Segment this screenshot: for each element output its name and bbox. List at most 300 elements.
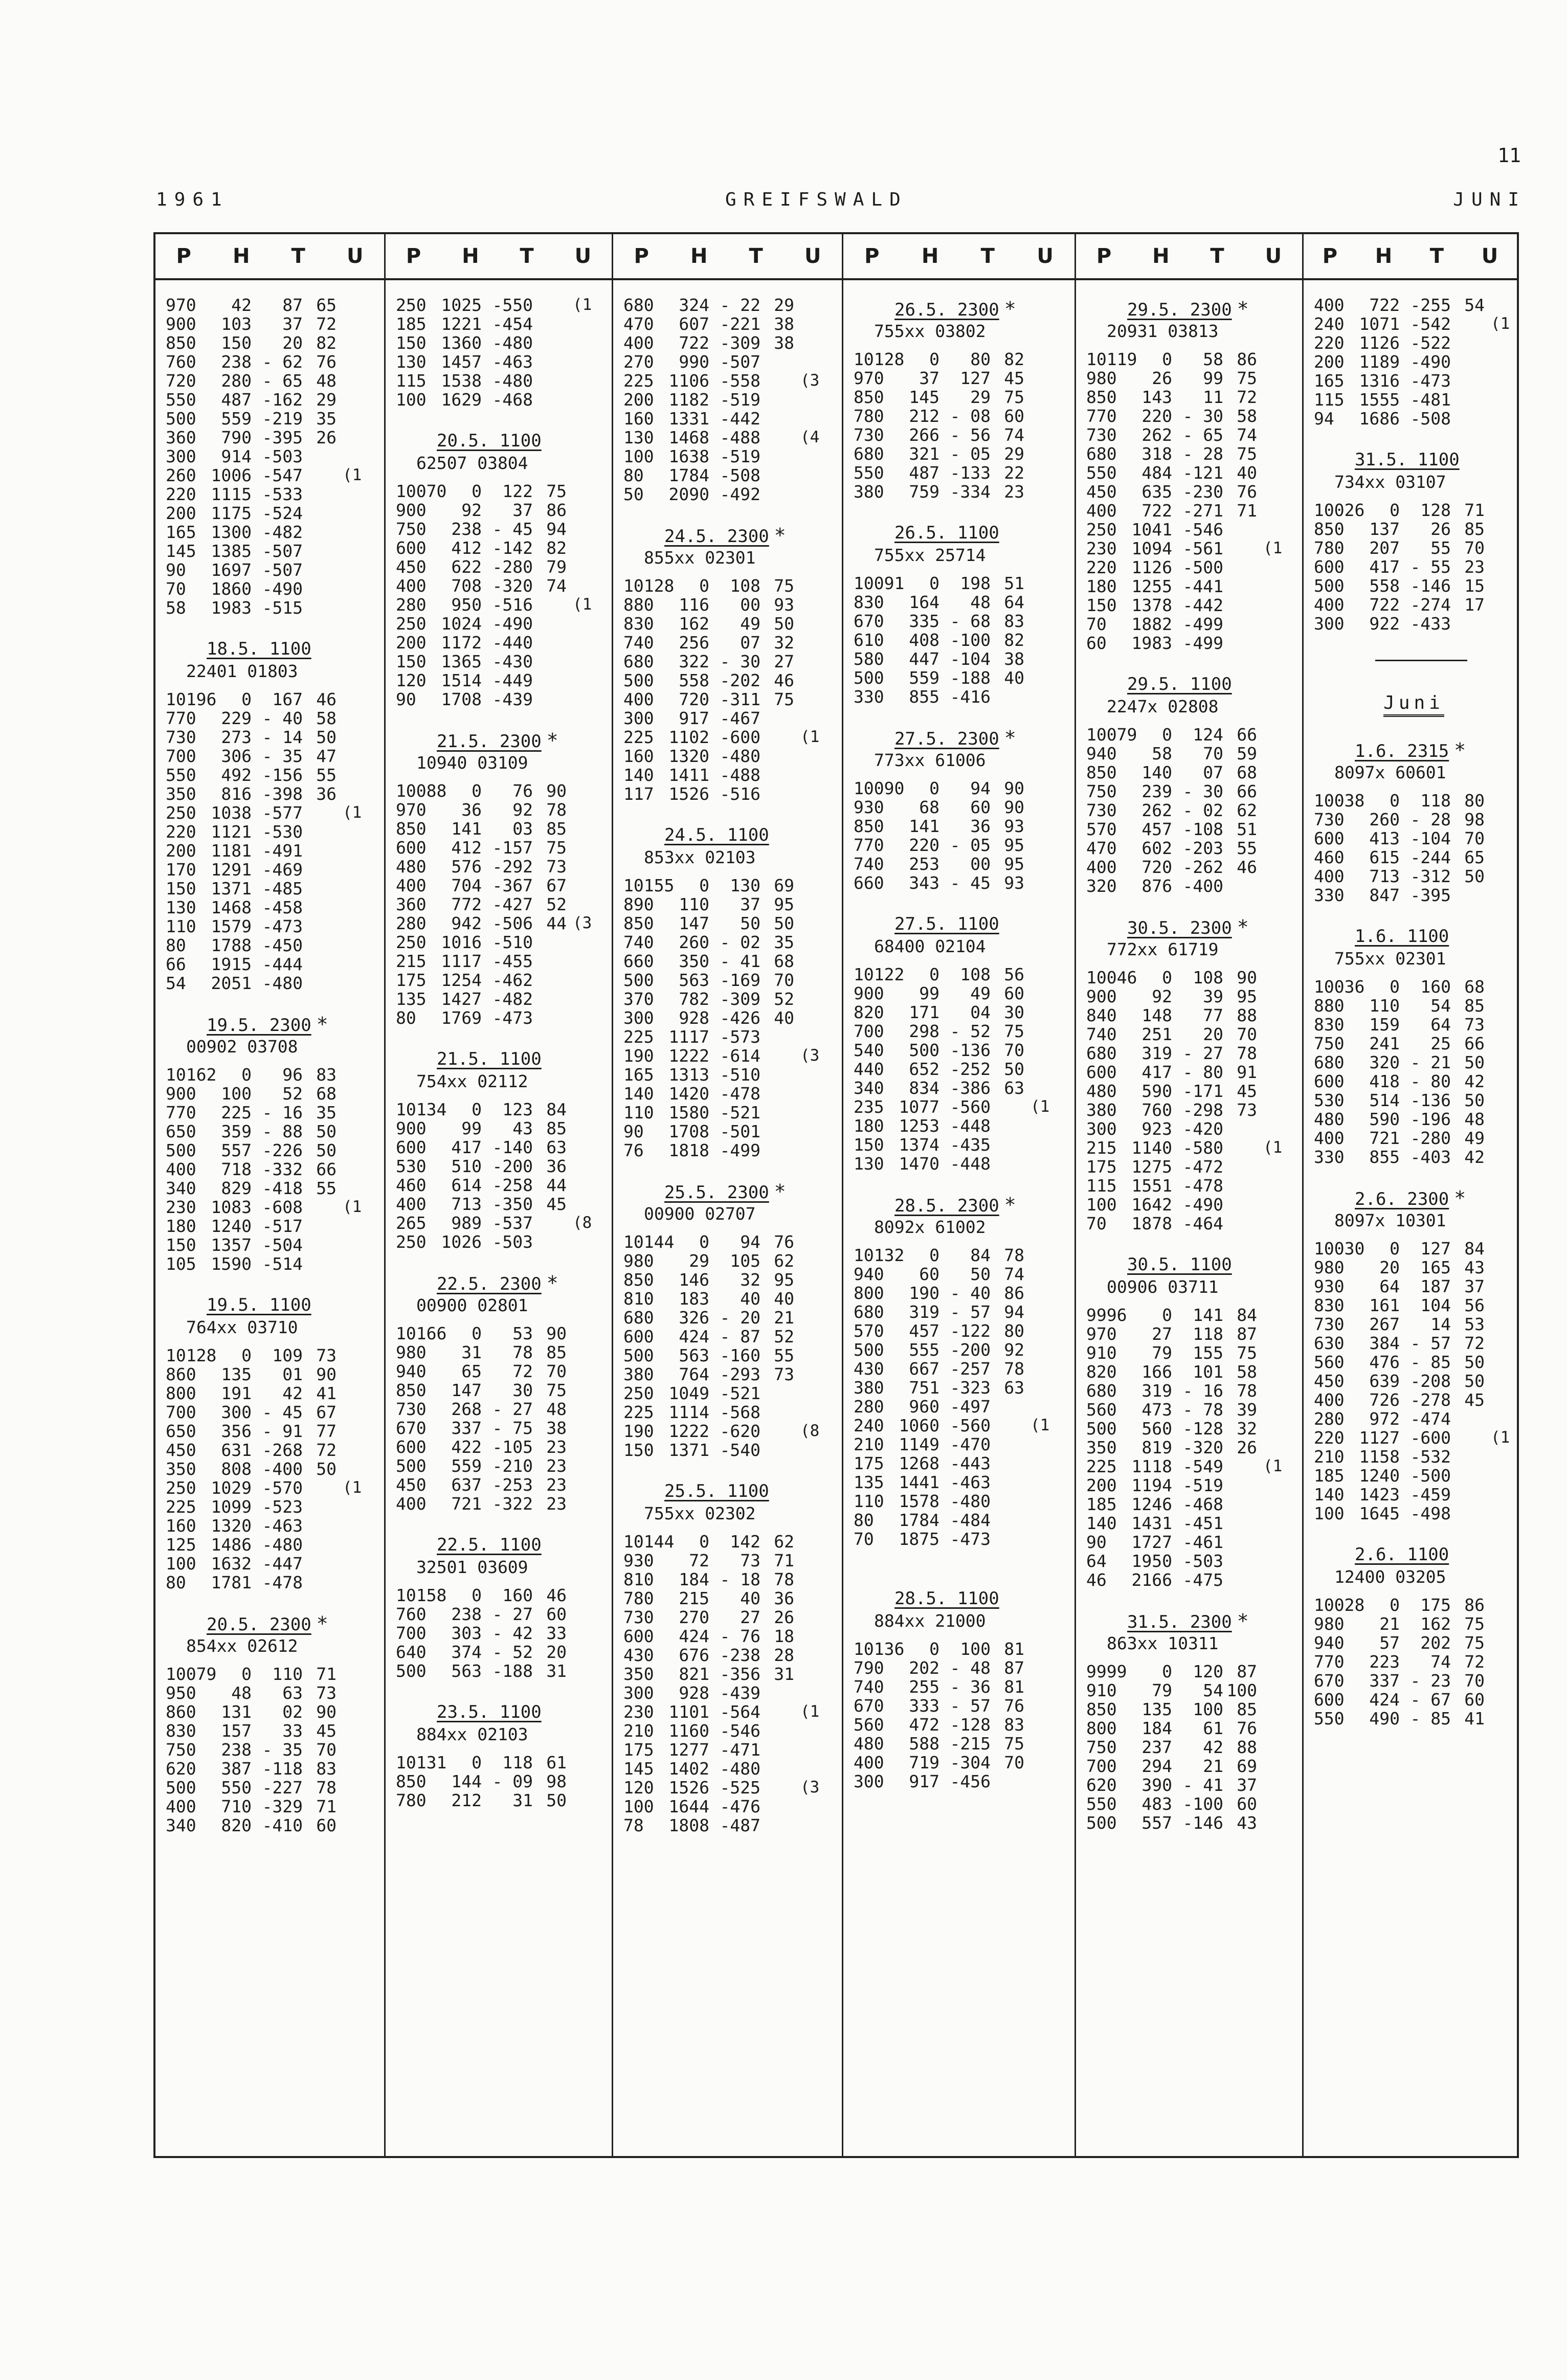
table-cell xyxy=(1257,1719,1286,1738)
table-cell: 0 xyxy=(472,781,482,801)
table-cell: 71 xyxy=(1237,501,1257,521)
table-cell: 76 xyxy=(1004,1696,1024,1716)
table-row xyxy=(1086,558,1299,577)
table-cell: 41 xyxy=(316,1383,337,1403)
table-cell: 65 xyxy=(316,295,337,315)
table-row xyxy=(1314,1614,1514,1633)
table-cell: -459 xyxy=(1410,1485,1451,1505)
table-cell: 37 xyxy=(512,500,533,520)
table-row xyxy=(166,1740,381,1759)
table-cell xyxy=(760,728,794,747)
table-cell: 740 xyxy=(854,854,884,874)
table-cell: -440 xyxy=(492,633,533,653)
table-cell xyxy=(1451,1485,1485,1504)
table-cell: 78 xyxy=(546,800,567,820)
table-cell xyxy=(567,1772,595,1791)
table-cell: 1642 xyxy=(1131,1195,1172,1215)
table-row xyxy=(623,371,839,390)
table-cell: 135 xyxy=(854,1472,884,1492)
table-cell: 10144 xyxy=(623,1532,675,1552)
table-cell: -517 xyxy=(262,1216,303,1236)
table-cell: 900 xyxy=(396,500,427,520)
table-cell xyxy=(337,1122,365,1141)
table-cell: -523 xyxy=(262,1497,303,1517)
table-cell: 184 xyxy=(679,1569,709,1589)
table-cell: 118 xyxy=(502,1753,533,1772)
table-cell: 115 xyxy=(1314,390,1345,410)
table-cell xyxy=(1257,1514,1286,1533)
table-cell xyxy=(1024,574,1053,593)
table-cell: -490 xyxy=(1182,1195,1223,1215)
table-cell: -522 xyxy=(1410,333,1451,353)
table-cell xyxy=(1024,836,1053,855)
table-cell xyxy=(1024,1511,1053,1530)
table-cell xyxy=(1024,1473,1053,1492)
table-cell xyxy=(1485,1485,1513,1504)
table-cell xyxy=(1257,1119,1286,1138)
table-cell xyxy=(1223,539,1257,558)
table-cell: 135 xyxy=(396,989,427,1009)
table-cell xyxy=(794,1816,823,1835)
table-cell xyxy=(567,614,595,633)
sounding-table xyxy=(153,232,1519,2158)
table-cell: 94 xyxy=(1004,1302,1024,1322)
table-cell: 48 xyxy=(970,592,991,612)
table-row xyxy=(854,1435,1071,1454)
table-cell: 150 xyxy=(396,333,427,353)
table-cell: -257 xyxy=(950,1359,991,1379)
table-cell: 510 xyxy=(451,1156,482,1176)
table-cell: -468 xyxy=(492,390,533,410)
table-cell xyxy=(794,1665,823,1683)
table-cell: 52 xyxy=(774,1327,794,1346)
table-cell xyxy=(567,1605,595,1624)
table-cell xyxy=(337,1816,365,1835)
table-cell xyxy=(1024,593,1053,612)
table-cell: 69 xyxy=(1237,1756,1257,1776)
table-row xyxy=(854,1677,1071,1696)
table-cell: 500 xyxy=(623,970,654,990)
spacer xyxy=(166,1592,381,1610)
table-cell: 713 xyxy=(451,1194,482,1214)
table-cell: 10128 xyxy=(166,1345,217,1365)
table-cell: - 48 xyxy=(950,1658,991,1678)
table-cell: 447 xyxy=(909,649,939,669)
table-cell: 77 xyxy=(316,1421,337,1441)
table-cell: 116 xyxy=(679,595,709,615)
table-cell: - 42 xyxy=(492,1623,533,1643)
table-row xyxy=(623,1027,839,1046)
table-cell: 500 xyxy=(166,1778,196,1798)
table-cell xyxy=(1485,1353,1513,1372)
table-cell xyxy=(567,371,595,390)
table-cell: 190 xyxy=(623,1046,654,1066)
table-cell: 37 xyxy=(919,368,939,388)
table-cell: 1875 xyxy=(899,1529,939,1549)
table-cell: 127 xyxy=(960,368,991,388)
table-cell xyxy=(1485,1652,1513,1671)
table-cell: -537 xyxy=(492,1213,533,1233)
table-cell xyxy=(794,576,823,595)
table-cell xyxy=(794,690,823,709)
table-cell: (8 xyxy=(800,1422,820,1440)
table-cell xyxy=(794,1365,823,1384)
table-row xyxy=(623,595,839,614)
spacer xyxy=(1314,428,1514,446)
table-cell: -427 xyxy=(492,894,533,914)
table-cell xyxy=(794,1646,823,1665)
table-cell: 0 xyxy=(1390,500,1400,520)
table-cell xyxy=(1257,1794,1286,1813)
table-cell: -274 xyxy=(1410,595,1451,615)
table-cell: 73 xyxy=(774,1364,794,1384)
table-row xyxy=(854,1511,1071,1530)
column-header-cell: P xyxy=(1096,244,1112,268)
table-cell: - 91 xyxy=(262,1421,303,1441)
table-cell xyxy=(337,841,365,860)
table-cell xyxy=(1257,1738,1286,1757)
table-cell: 600 xyxy=(1314,557,1345,577)
table-cell xyxy=(567,1100,595,1119)
table-cell: 166 xyxy=(1141,1362,1172,1382)
table-cell xyxy=(1257,1381,1286,1400)
table-cell: 256 xyxy=(679,633,709,653)
table-row xyxy=(166,747,381,766)
table-cell: 75 xyxy=(1004,1021,1024,1041)
station-code: 853xx 02103 xyxy=(644,847,756,867)
table-cell: 1578 xyxy=(899,1491,939,1511)
table-cell xyxy=(567,576,595,595)
table-cell xyxy=(303,822,337,841)
table-cell: 0 xyxy=(929,1639,939,1659)
table-cell: 75 xyxy=(774,689,794,709)
table-cell xyxy=(1223,1533,1257,1552)
table-cell: 72 xyxy=(316,1440,337,1460)
table-row xyxy=(166,428,381,447)
table-cell xyxy=(303,1236,337,1254)
table-cell: -104 xyxy=(950,649,991,669)
table-cell: 85 xyxy=(546,1118,567,1138)
table-cell: -441 xyxy=(1182,576,1223,596)
table-cell: (1 xyxy=(1263,539,1283,557)
table-cell: 15 xyxy=(1464,576,1485,596)
table-row xyxy=(166,1122,381,1141)
table-cell xyxy=(337,1217,365,1236)
table-row xyxy=(623,1759,839,1778)
table-cell: 600 xyxy=(396,1437,427,1457)
table-cell: 70 xyxy=(1004,1753,1024,1772)
table-cell xyxy=(337,974,365,993)
table-cell: 21 xyxy=(774,1308,794,1328)
station-code: 884xx 02103 xyxy=(416,1724,528,1744)
table-cell: 250 xyxy=(396,932,427,952)
sounding-title xyxy=(396,729,609,752)
table-cell: 1638 xyxy=(668,446,709,466)
table-cell: 10162 xyxy=(166,1065,217,1085)
table-cell xyxy=(303,1254,337,1273)
table-cell: -420 xyxy=(1182,1119,1223,1139)
table-cell xyxy=(337,1535,365,1554)
table-cell: 10079 xyxy=(1086,725,1137,745)
table-cell: 100 xyxy=(1226,1680,1257,1700)
table-cell xyxy=(1451,1428,1485,1447)
table-cell: 46 xyxy=(546,1585,567,1605)
table-cell xyxy=(1257,407,1286,425)
table-cell xyxy=(303,598,337,617)
table-cell: -455 xyxy=(492,951,533,971)
table-cell: (1 xyxy=(573,595,592,614)
table-cell: 100 xyxy=(396,390,427,410)
table-row xyxy=(854,1734,1071,1753)
column-header-cell: H xyxy=(462,244,479,268)
table-row xyxy=(854,855,1071,873)
table-row xyxy=(166,1460,381,1478)
table-cell: -499 xyxy=(720,1140,760,1160)
table-cell: -515 xyxy=(262,598,303,618)
table-cell: 71 xyxy=(316,1797,337,1816)
table-cell: 719 xyxy=(909,1753,939,1772)
table-row xyxy=(166,1759,381,1778)
table-cell: 33 xyxy=(546,1623,567,1643)
table-cell: 770 xyxy=(1314,1652,1345,1672)
table-cell: 45 xyxy=(1464,1390,1485,1410)
table-row xyxy=(854,593,1071,612)
table-cell: 821 xyxy=(679,1664,709,1684)
table-cell: (1 xyxy=(800,1702,820,1721)
table-cell: 251 xyxy=(1141,1024,1172,1044)
table-row xyxy=(396,1324,609,1343)
table-cell xyxy=(337,333,365,352)
sounding-date: 21.5. 2300 xyxy=(437,731,542,752)
table-cell xyxy=(567,933,595,952)
table-cell xyxy=(760,390,794,409)
table-cell: 100 xyxy=(1314,1503,1345,1523)
table-column xyxy=(386,234,613,2156)
table-cell: 830 xyxy=(1314,1015,1345,1035)
table-row xyxy=(166,1665,381,1683)
table-cell: 44 xyxy=(546,913,567,933)
table-cell: 71 xyxy=(1464,500,1485,520)
table-row xyxy=(854,574,1071,593)
table-row xyxy=(623,1797,839,1816)
table-cell: - 16 xyxy=(1182,1381,1223,1401)
table-cell: 20 xyxy=(1203,1024,1223,1044)
table-cell: - 36 xyxy=(950,1677,991,1697)
table-row xyxy=(1314,390,1514,409)
table-row xyxy=(396,652,609,671)
sounding-date: 1.6. 1100 xyxy=(1355,926,1449,947)
table-cell: 810 xyxy=(623,1289,654,1309)
table-cell: 46 xyxy=(774,670,794,690)
table-cell: -395 xyxy=(1410,885,1451,905)
column-header xyxy=(386,234,612,280)
column-header-cell: U xyxy=(346,244,364,268)
table-cell xyxy=(1485,296,1513,315)
table-cell: 830 xyxy=(1314,1295,1345,1315)
table-cell: 65 xyxy=(461,1361,482,1381)
table-cell: -448 xyxy=(950,1116,991,1136)
table-cell: 207 xyxy=(1369,538,1400,558)
table-cell: 850 xyxy=(396,819,427,839)
table-cell: 0 xyxy=(929,349,939,369)
table-cell: 115 xyxy=(1086,1176,1117,1196)
table-row xyxy=(396,1138,609,1157)
table-cell xyxy=(1257,1006,1286,1025)
table-cell: 30 xyxy=(512,1380,533,1400)
sounding-title xyxy=(623,524,839,547)
table-cell: 90 xyxy=(316,1364,337,1384)
table-cell: 1041 xyxy=(1131,520,1172,540)
table-cell: 165 xyxy=(166,522,196,542)
table-cell: -162 xyxy=(262,390,303,410)
table-row xyxy=(1086,463,1299,482)
table-row xyxy=(854,463,1071,482)
table-cell: 49 xyxy=(1464,1128,1485,1148)
table-row xyxy=(623,914,839,933)
table-cell: 70 xyxy=(1464,538,1485,558)
table-cell: 850 xyxy=(1086,387,1117,407)
table-cell: 27 xyxy=(1152,1324,1172,1344)
table-cell: -258 xyxy=(492,1175,533,1195)
table-cell: 74 xyxy=(1430,1652,1451,1672)
table-column xyxy=(155,234,386,2156)
table-cell: 229 xyxy=(221,708,252,728)
table-cell: 730 xyxy=(166,727,196,747)
header-place: GREIFSWALD xyxy=(725,189,908,210)
table-row xyxy=(1314,1296,1514,1315)
station-code: 884xx 21000 xyxy=(874,1611,986,1631)
table-cell: 1026 xyxy=(441,1232,482,1252)
table-cell: 82 xyxy=(1004,349,1024,369)
table-row xyxy=(396,671,609,690)
station-code: 755xx 25714 xyxy=(874,545,986,565)
table-cell: 268 xyxy=(451,1399,482,1419)
table-cell: 680 xyxy=(623,295,654,315)
table-cell: -311 xyxy=(720,689,760,709)
table-cell: 43 xyxy=(512,1118,533,1138)
table-cell: 1950 xyxy=(1131,1551,1172,1571)
table-cell: 160 xyxy=(1420,977,1451,997)
table-cell xyxy=(567,1475,595,1494)
table-cell: -506 xyxy=(492,913,533,933)
table-cell: 10128 xyxy=(854,349,905,369)
table-cell: 01 xyxy=(282,1364,303,1384)
table-cell: 250 xyxy=(396,295,427,315)
table-cell: -210 xyxy=(492,1456,533,1476)
sounding-date: 28.5. 1100 xyxy=(894,1588,999,1609)
sounding-title xyxy=(396,1701,609,1723)
table-row xyxy=(166,709,381,728)
table-cell: 66 xyxy=(166,954,186,974)
sounding-date: 25.5. 2300 xyxy=(664,1182,769,1203)
table-cell: (1 xyxy=(343,1198,362,1216)
table-cell xyxy=(337,560,365,579)
table-cell: 03 xyxy=(512,819,533,839)
table-row xyxy=(396,390,609,409)
table-cell xyxy=(1257,1195,1286,1214)
table-cell xyxy=(1257,463,1286,482)
table-cell: 10036 xyxy=(1314,977,1365,997)
table-row xyxy=(166,841,381,860)
table-cell: 637 xyxy=(451,1475,482,1495)
sounding-title xyxy=(854,1587,1071,1610)
spacer xyxy=(854,1567,1071,1585)
table-row xyxy=(854,1454,1071,1473)
table-cell: 39 xyxy=(1203,986,1223,1006)
table-row xyxy=(1314,538,1514,557)
table-cell: 75 xyxy=(1237,444,1257,464)
table-cell: -395 xyxy=(262,428,303,447)
table-cell xyxy=(1485,1372,1513,1390)
table-cell xyxy=(1024,1060,1053,1079)
table-cell: 559 xyxy=(221,409,252,429)
table-cell xyxy=(1024,965,1053,984)
table-cell xyxy=(337,1384,365,1403)
table-row xyxy=(1086,968,1299,987)
table-cell xyxy=(1485,1504,1513,1523)
table-row xyxy=(623,1141,839,1160)
table-cell: - 76 xyxy=(720,1626,760,1646)
table-cell: 1645 xyxy=(1359,1503,1400,1523)
table-row xyxy=(623,784,839,803)
table-cell: 1254 xyxy=(441,970,482,990)
table-cell: 85 xyxy=(1464,519,1485,539)
table-cell: 0 xyxy=(472,1099,482,1119)
table-row xyxy=(396,315,609,333)
table-row xyxy=(1086,1813,1299,1832)
table-cell: 72 xyxy=(1464,1333,1485,1353)
table-cell: 0 xyxy=(699,875,709,895)
table-cell xyxy=(567,557,595,576)
table-cell: (4 xyxy=(800,428,820,446)
table-cell: -478 xyxy=(720,1084,760,1104)
table-cell: 1468 xyxy=(668,428,709,447)
station-code: 00900 02707 xyxy=(644,1204,756,1224)
table-cell: 135 xyxy=(221,1364,252,1384)
table-row xyxy=(854,1003,1071,1022)
table-cell xyxy=(567,1176,595,1195)
table-cell: 667 xyxy=(909,1359,939,1379)
table-cell: 450 xyxy=(166,1440,196,1460)
table-cell: 1878 xyxy=(1131,1214,1172,1233)
table-cell: 680 xyxy=(854,444,884,464)
sounding-marker: * xyxy=(546,729,558,752)
table-cell xyxy=(794,671,823,690)
table-row xyxy=(396,1772,609,1791)
table-cell: 84 xyxy=(546,1099,567,1119)
table-row xyxy=(396,614,609,633)
table-cell xyxy=(1223,1476,1257,1495)
table-cell: -488 xyxy=(720,765,760,785)
table-cell: 86 xyxy=(1237,349,1257,369)
table-cell xyxy=(303,841,337,860)
table-cell: 1526 xyxy=(668,1778,709,1798)
table-cell: 120 xyxy=(1193,1661,1223,1681)
table-cell: 400 xyxy=(1314,866,1345,886)
table-cell: 87 xyxy=(282,295,303,315)
table-cell: 86 xyxy=(1004,1283,1024,1303)
table-cell: 300 xyxy=(854,1771,884,1791)
table-cell: 200 xyxy=(1086,1475,1117,1495)
table-cell xyxy=(337,898,365,917)
table-cell: 88 xyxy=(1237,1005,1257,1025)
table-cell: 450 xyxy=(1314,1371,1345,1391)
table-cell: 1118 xyxy=(1131,1456,1172,1476)
table-cell: 620 xyxy=(166,1759,196,1779)
table-cell: 320 xyxy=(1369,1052,1400,1072)
table-cell: 43 xyxy=(1237,1813,1257,1833)
table-row xyxy=(166,1497,381,1516)
